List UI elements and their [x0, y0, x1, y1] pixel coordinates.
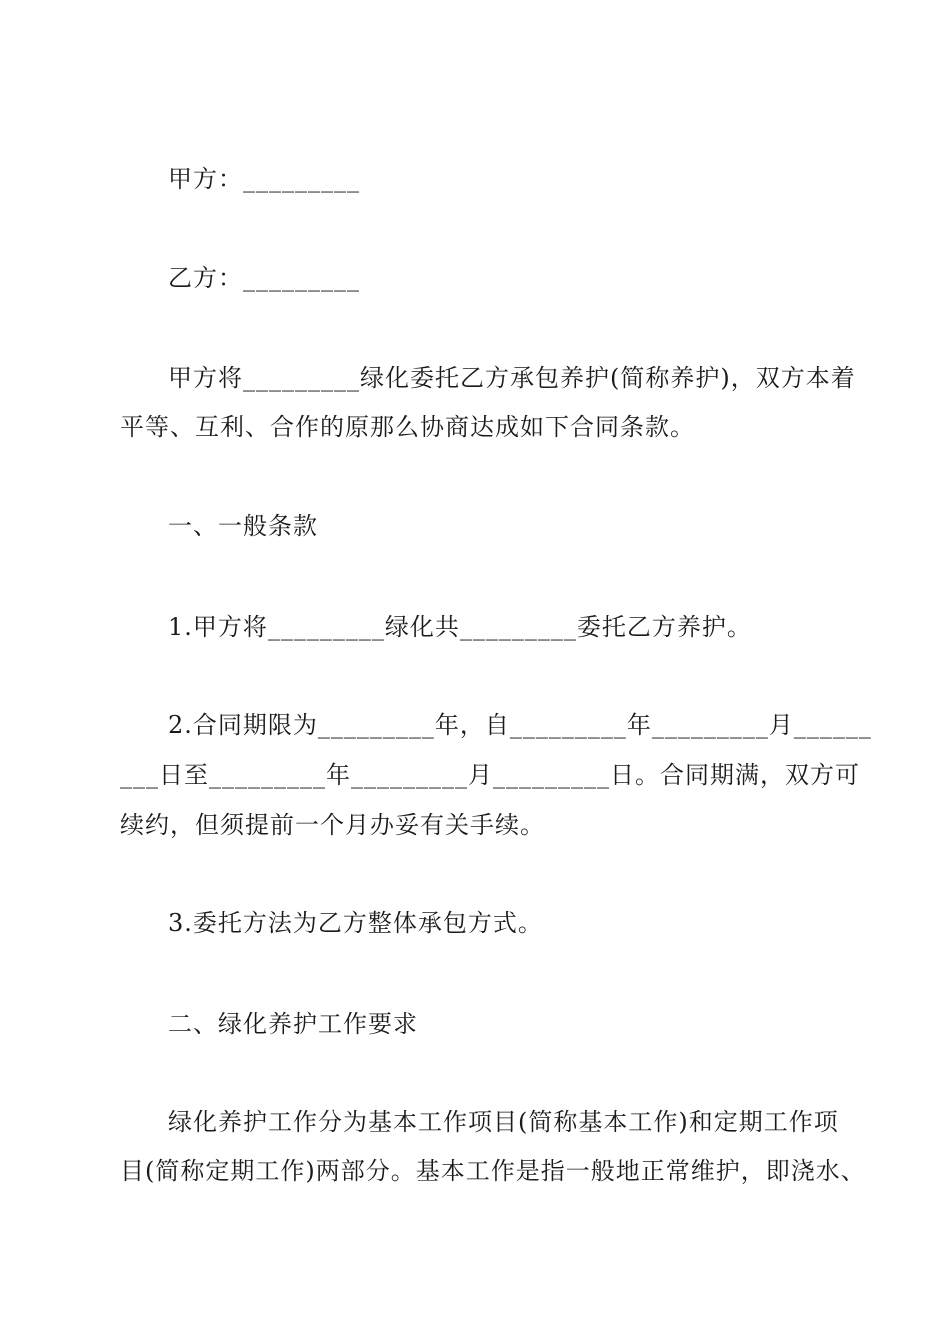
intro-paragraph-line-2: 平等、互利、合作的原那么协商达成如下合同条款。 [120, 413, 695, 441]
clause-2-line-2: ___日至_________年_________月_________日。合同期满，双方可 [120, 761, 860, 789]
work-paragraph-line-2: 目(简称定期工作)两部分。基本工作是指一般地正常维护，即浇水、 [120, 1157, 866, 1185]
party-b-line: 乙方：_________ [168, 264, 360, 292]
party-a-line: 甲方：_________ [168, 165, 360, 193]
work-paragraph-line-1: 绿化养护工作分为基本工作项目(简称基本工作)和定期工作项 [168, 1108, 839, 1136]
section-heading-maintenance-requirements: 二、绿化养护工作要求 [168, 1010, 418, 1038]
intro-paragraph-line-1: 甲方将_________绿化委托乙方承包养护(简称养护)，双方本着 [168, 364, 856, 392]
clause-3: 3.委托方法为乙方整体承包方式。 [168, 909, 543, 937]
clause-1: 1.甲方将_________绿化共_________委托乙方养护。 [168, 613, 752, 641]
section-heading-general-terms: 一、一般条款 [168, 512, 318, 540]
clause-2-line-1: 2.合同期限为_________年，自_________年_________月______ [168, 711, 872, 739]
clause-2-line-3: 续约，但须提前一个月办妥有关手续。 [120, 811, 545, 839]
